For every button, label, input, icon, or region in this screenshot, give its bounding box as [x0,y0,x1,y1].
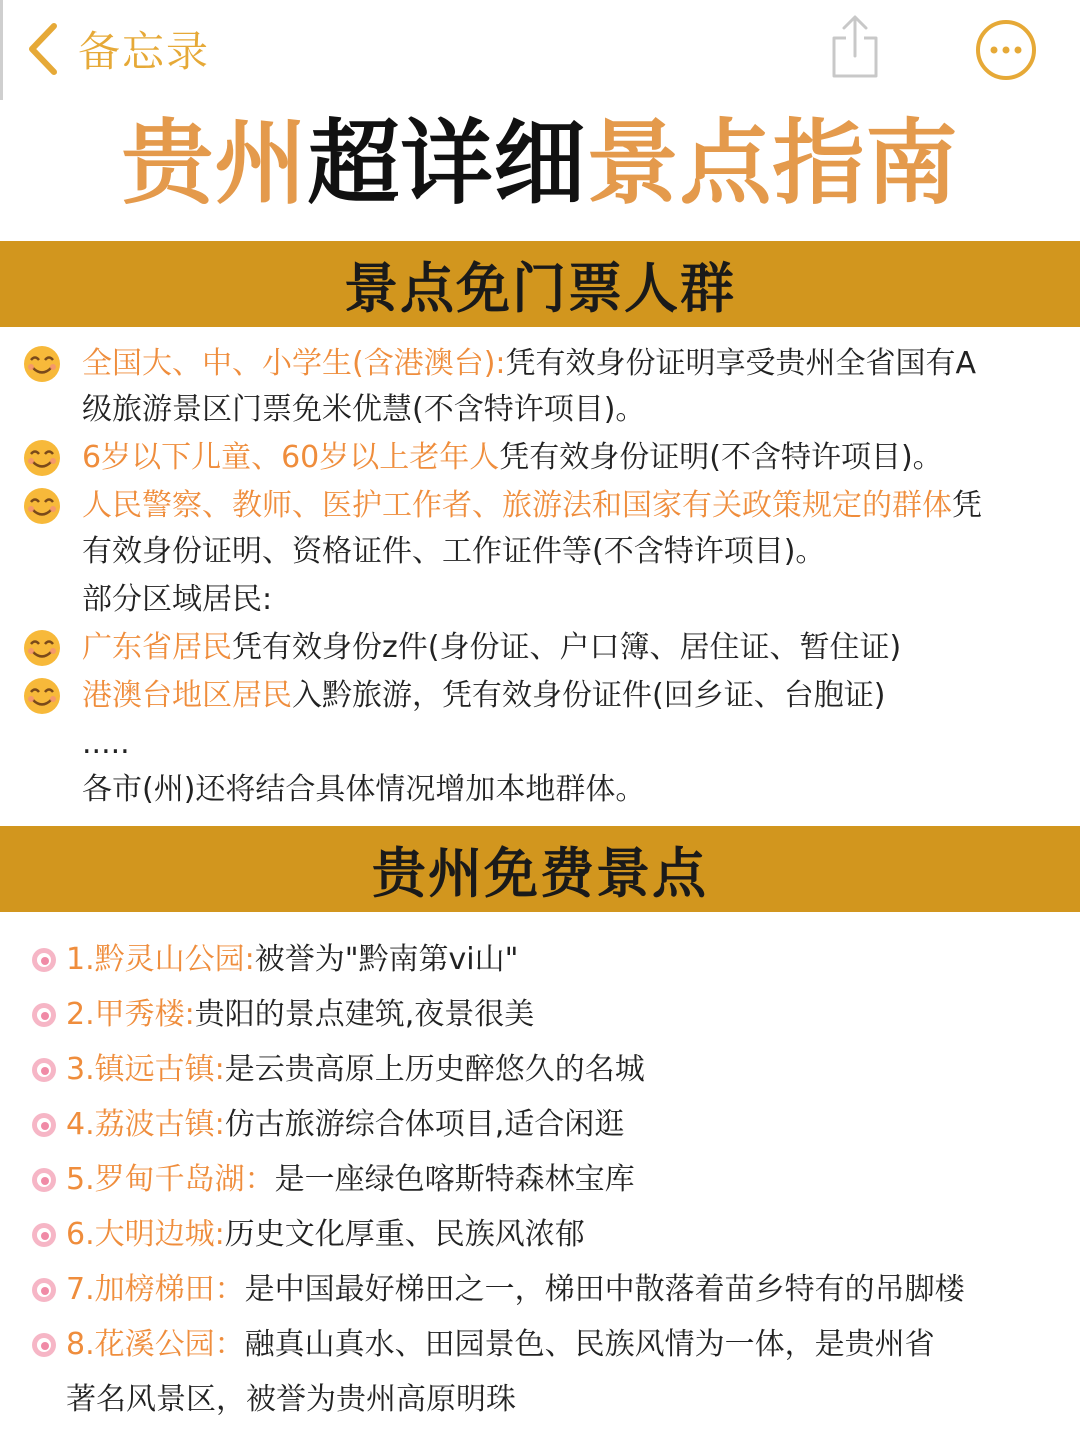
section-heading-free-ticket-groups: 景点免门票人群 [0,241,1080,327]
attraction-name: 3.镇远古镇: [66,1052,225,1087]
free-group-police-teachers [82,484,982,528]
free-group-text: 凭有效身份证明享受贵州全省国有A [505,346,977,381]
free-group-children-elderly [82,436,943,480]
attraction-list-item [30,1213,585,1257]
smiling-face-icon [22,344,62,384]
pink-dot-icon [30,1056,58,1084]
attraction-name: 8.花溪公园： [66,1327,245,1362]
attraction-description: 是云贵高原上历史醉悠久的名城 [224,1052,645,1087]
page-title [0,104,1080,224]
attraction-description: 仿古旅游综合体项目,适合闲逛 [224,1107,625,1142]
free-group-text: 凭 [952,488,982,523]
attraction-description: 是中国最好梯田之一，梯田中散落着苗乡特有的吊脚楼 [244,1272,965,1307]
free-group-highlight: 广东省居民 [82,630,232,665]
attraction-name: 2.甲秀楼: [66,997,195,1032]
attraction-description: 贵阳的景点建筑,夜景很美 [194,997,535,1032]
free-group-text: 入黔旅游，凭有效身份证件(回乡证、台胞证) [292,678,886,713]
attraction-description: 被誉为"黔南第vi山" [254,942,519,977]
ellipsis-text: ..... [82,726,130,761]
chevron-left-icon [22,20,64,78]
free-group-guangdong [82,626,901,670]
attraction-name: 4.荔波古镇: [66,1107,225,1142]
attraction-name: 1.黔灵山公园: [66,942,255,977]
pink-dot-icon [30,1331,58,1359]
title-part-guide: 景点指南 [586,110,959,217]
attraction-list-item [30,1268,965,1312]
section1-footer-note: 各市(州)还将结合具体情况增加本地群体。 [82,772,646,807]
smiling-face-icon [22,486,62,526]
free-group-police-teachers-cont: 有效身份证明、资格证件、工作证件等(不含特许项目)。 [82,534,826,569]
pink-dot-icon [30,1001,58,1029]
share-icon[interactable] [826,12,884,82]
free-group-hk-macau-taiwan [82,674,885,718]
pink-dot-icon [30,1221,58,1249]
regional-residents-subheading: 部分区域居民: [82,582,273,617]
back-button-label: 备忘录 [78,27,211,76]
smiling-face-icon [22,628,62,668]
pink-dot-icon [30,1111,58,1139]
title-part-detailed: 超详细 [307,110,587,217]
attraction-list-item [30,938,518,982]
free-group-text: 凭有效身份z件(身份证、户口簿、居住证、暂住证) [232,630,902,665]
free-group-highlight: 人民警察、教师、医护工作者、旅游法和国家有关政策规定的群体 [82,488,952,523]
smiling-face-icon [22,438,62,478]
attraction-list-item [30,993,534,1037]
attraction-name: 5.罗甸千岛湖： [66,1162,275,1197]
free-group-text: 凭有效身份证明(不含特许项目)。 [499,440,943,475]
attraction-list-item [30,1323,935,1367]
top-nav-bar [0,0,1080,100]
attraction-description-cont: 著名风景区，被誉为贵州高原明珠 [66,1382,516,1417]
attraction-name: 6.大明边城: [66,1217,225,1252]
pink-dot-icon [30,1166,58,1194]
attraction-description: 是一座绿色喀斯特森林宝库 [274,1162,635,1197]
pink-dot-icon [30,1276,58,1304]
attraction-list-item [30,1048,645,1092]
attraction-list-item [30,1158,635,1202]
free-group-highlight: 6岁以下儿童、60岁以上老年人 [82,440,500,475]
attraction-description: 历史文化厚重、民族风浓郁 [224,1217,585,1252]
attraction-description: 融真山真水、田园景色、民族风情为一体，是贵州省 [244,1327,935,1362]
section-heading-free-attractions: 贵州免费景点 [0,826,1080,912]
left-edge-divider [0,0,3,100]
more-icon[interactable] [974,18,1038,82]
attraction-list-item [30,1103,624,1147]
smiling-face-icon [22,676,62,716]
free-group-highlight: 全国大、中、小学生(含港澳台): [82,346,506,381]
attraction-name: 7.加榜梯田： [66,1272,245,1307]
free-group-students-cont: 级旅游景区门票免米优慧(不含特许项目)。 [82,392,646,427]
free-group-students [82,342,976,386]
pink-dot-icon [30,946,58,974]
free-group-highlight: 港澳台地区居民 [82,678,292,713]
back-button[interactable] [22,14,210,84]
title-part-guizhou: 贵州 [121,110,308,217]
